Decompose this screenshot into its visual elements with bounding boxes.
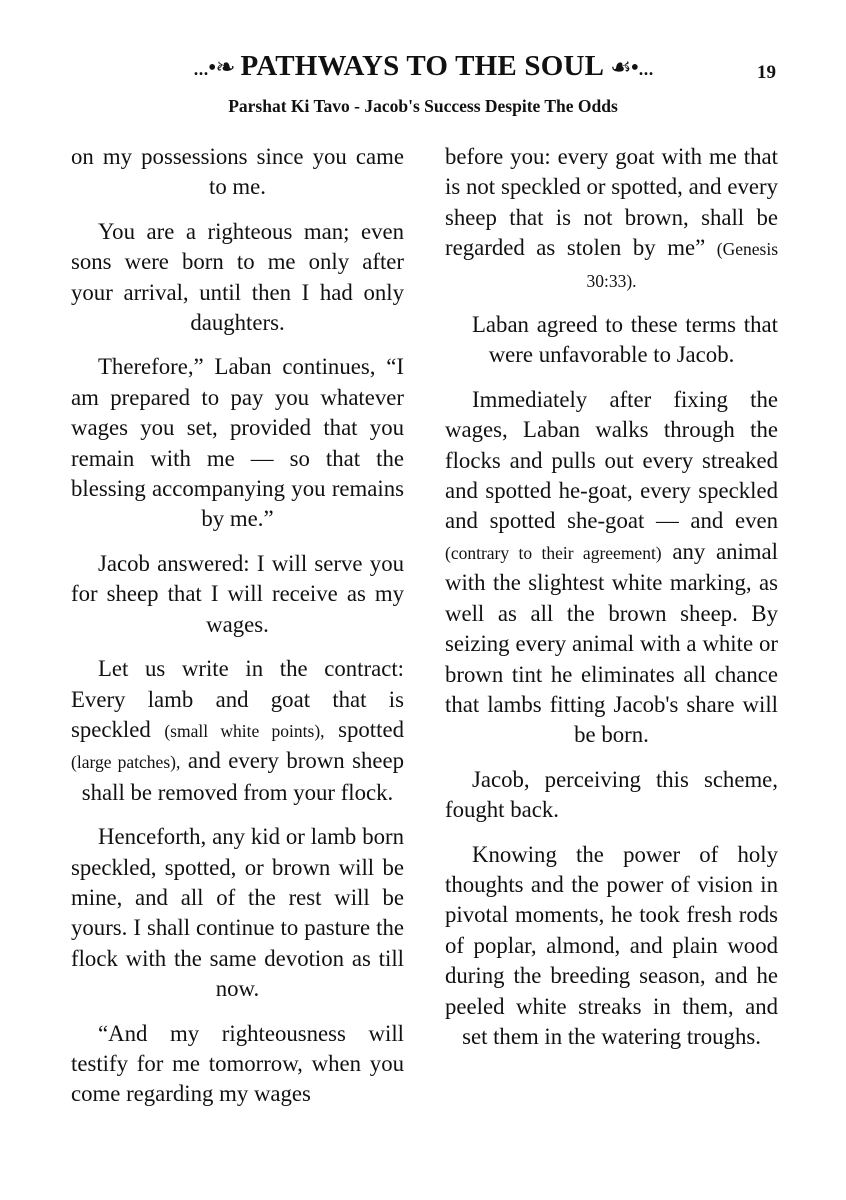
page-header	[0, 48, 846, 88]
page-number: 19	[757, 62, 776, 83]
parenthetical-note: (small white points),	[164, 720, 325, 741]
parenthetical-note: (contrary to their agreement)	[445, 542, 662, 563]
text-run: Immediately after fixing the wages, Laban walks through the flocks and pulls out every streaked and spotted he-goat, every speckled and spotted she-goat — and even	[445, 386, 778, 534]
right-ornament-icon: ☙•...	[610, 55, 654, 81]
text-run: and every brown sheep shall be removed from your flock.	[81, 748, 404, 805]
paragraph: “And my righteousness will testify for me tomorrow, when you come regarding my wages	[71, 1020, 404, 1107]
chapter-subtitle: Parshat Ki Tavo - Jacob's Success Despite The Odds	[228, 96, 618, 116]
paragraph: Jacob, perceiving this scheme, fought back.	[445, 766, 778, 823]
page-title	[0, 50, 846, 83]
paragraph: Henceforth, any kid or lamb born speckled, spotted, or brown will be mine, and all of the rest will be yours. I shall continue to pasture the flock with the same devotion as till now.	[71, 824, 404, 1002]
paragraph: You are a righteous man; even sons were born to me only after your arrival, until then I had only daughters.	[71, 218, 404, 336]
right-column	[445, 142, 778, 1066]
text-run: before you: every goat with me that is not speckled or spotted, and every sheep that is not brown, shall be regarded as stolen by me”	[445, 144, 778, 261]
paragraph: Laban agreed to these terms that were unfavorable to Jacob.	[472, 312, 778, 368]
paragraph	[71, 654, 404, 808]
left-column	[71, 142, 404, 1124]
text-run: any animal with the slightest white marking, as well as all the brown sheep. By seizing every animal with a white or brown tint he eliminates all chance that lambs fitting Jacob's share will be born.	[445, 538, 778, 748]
left-ornament-icon: ...•❧	[192, 55, 235, 81]
paragraph: Knowing the power of holy thoughts and the power of vision in pivotal moments, he took fresh rods of poplar, almond, and plain wood during the breeding season, and he peeled white streaks in them, and set them in the watering troughs.	[445, 841, 778, 1049]
parenthetical-note: (large patches),	[71, 752, 181, 773]
paragraph: Jacob answered: I will serve you for sheep that I will receive as my wages.	[71, 550, 404, 637]
citation: (Genesis 30:33).	[586, 239, 778, 291]
text-run: Let us write in the contract: Every lamb and goat that is speckled	[71, 656, 404, 742]
paragraph: on my possessions since you came to me.	[71, 144, 404, 200]
paragraph: Therefore,” Laban continues, “I am prepared to pay you whatever wages you set, provided that you remain with me — so that the blessing accompanying you remains by me.”	[71, 354, 404, 532]
book-title: PATHWAYS TO THE SOUL	[240, 50, 605, 82]
paragraph	[445, 142, 778, 296]
paragraph	[445, 385, 778, 751]
text-run: spotted	[324, 716, 404, 742]
